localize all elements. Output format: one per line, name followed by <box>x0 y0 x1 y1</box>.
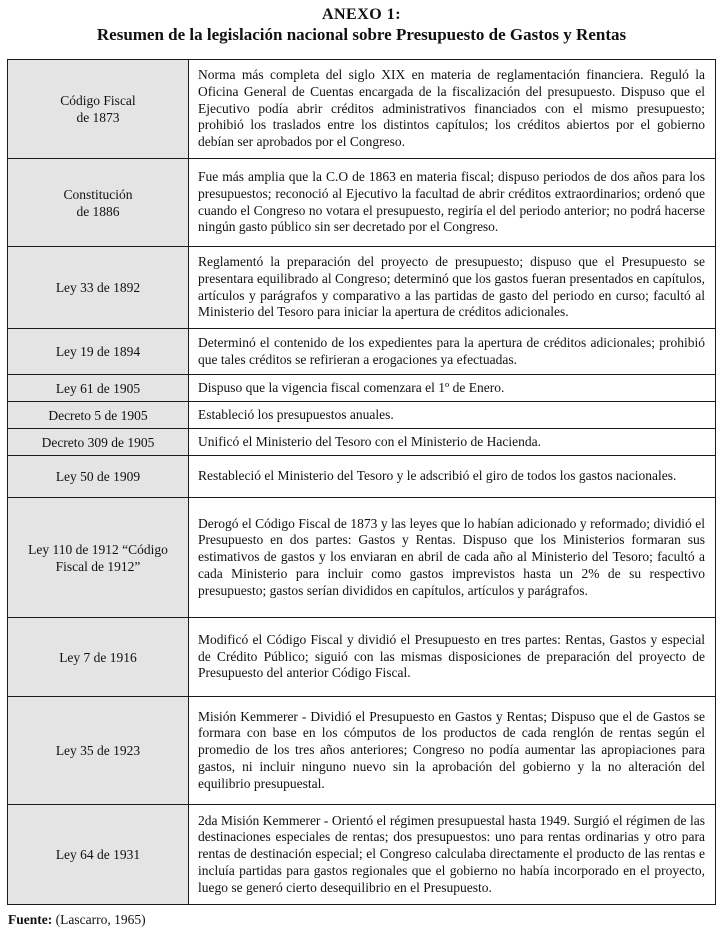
page-title: ANEXO 1: <box>321 6 402 23</box>
law-name-line: Ley 7 de 1916 <box>59 649 137 665</box>
law-name-line: Decreto 5 de 1905 <box>48 407 148 423</box>
source-label: Fuente: <box>8 912 53 927</box>
law-name-line: Código Fiscal <box>60 93 136 108</box>
source-value: (Lascarro, 1965) <box>55 912 146 927</box>
law-name-cell <box>8 402 189 429</box>
law-name-line: Ley 33 de 1892 <box>55 280 141 295</box>
law-description-cell: Norma más completa del siglo XIX en materia de reglamentación financiera. Reguló la Oficina General de Cuentas encargada de la fiscalización del presupuesto. Dispuso que el Ejecutivo podía abrir créditos administrativos financiados con el mismo presupuesto; prohibió los traslados entre los distintos capítulos; los créditos abiertos por el gobierno debían ser aprobados por el Congreso. <box>189 60 716 159</box>
law-name-cell <box>8 60 189 159</box>
law-name-line: Ley 61 de 1905 <box>55 380 141 396</box>
law-description-cell: 2da Misión Kemmerer - Orientó el régimen presupuestal hasta 1949. Surgió el régimen de las destinaciones especiales de rentas; dos presupuestos: uno para rentas ordinarias y otro para rentas de destinación especial; el Congreso calculaba directamente el producto de las rentas e incluía partidas para gastos regionales que el gobierno no había incorporado en el proyecto, luego se generó cierto desequilibrio en el Presupuesto. <box>189 805 716 905</box>
legislation-table-body <box>8 60 716 905</box>
law-description-cell: Restableció el Ministerio del Tesoro y le adscribió el giro de todos los gastos nacionales. <box>189 456 716 498</box>
law-name-line: Ley 110 de 1912 “Código <box>28 541 168 557</box>
law-name-line: Fiscal de 1912” <box>55 558 141 574</box>
law-description-cell: Misión Kemmerer - Dividió el Presupuesto en Gastos y Rentas; Dispuso que el de Gastos se formara con base en los cómputos de los productos de cada renglón de rentas según el promedio de los tres años anteriores; Congreso no podía aumentar las apropiaciones para gastos, ni incluir ninguno nuevo sin la aprobación del gobierno y la no alteración del equilibrio presupuestal. <box>189 697 716 805</box>
law-description-cell: Reglamentó la preparación del proyecto de presupuesto; dispuso que el Presupuesto se presentara equilibrado al Congreso; determinó que los gastos fueran presentados en capítulos, artículos y parágrafos y comparativo a las partidas de gasto del periodo en curso; facultó al Ministerio del Tesoro para iniciar la apertura de créditos adicionales. <box>189 247 716 329</box>
law-name-line: Ley 35 de 1923 <box>55 743 141 758</box>
page-subtitle: Resumen de la legislación nacional sobre Presupuesto de Gastos y Rentas <box>96 25 627 44</box>
law-name-cell <box>8 159 189 247</box>
law-description-cell: Fue más amplia que la C.O de 1863 en materia fiscal; dispuso periodos de dos años para los presupuestos; reconoció al Ejecutivo la facultad de abrir créditos extraordinarios; ordenó que cuando el Congreso no votara el presupuesto, regiría el del periodo anterior; no podrá hacerse ningún gasto público sin ser decretado por el Congreso. <box>189 159 716 247</box>
legislation-table <box>7 59 716 905</box>
table-row <box>8 456 716 498</box>
table-row <box>8 402 716 429</box>
law-description-cell: Derogó el Código Fiscal de 1873 y las leyes que lo habían adicionado y reformado; dividió el Presupuesto en dos partes: Gastos y Rentas. Dispuso que los Ministerios formaran sus estimativos de gastos y los enviaran en abril de cada año al Ministerio del Tesoro; facultó a cada Ministerio para incluir como gastos imprevistos hasta un 2% de su respectivo presupuesto; gastos serían divididos en capítulos, artículos y parágrafos. <box>189 498 716 618</box>
law-name-cell <box>8 618 189 697</box>
law-name-cell <box>8 375 189 402</box>
table-row <box>8 329 716 375</box>
table-row <box>8 697 716 805</box>
law-name-cell <box>8 456 189 498</box>
law-name-line: Ley 19 de 1894 <box>55 344 141 359</box>
law-name-cell <box>8 805 189 905</box>
law-name-line: Ley 64 de 1931 <box>55 847 141 862</box>
law-name-cell <box>8 247 189 329</box>
table-row <box>8 429 716 456</box>
law-name-line: de 1873 <box>76 110 120 125</box>
table-row <box>8 247 716 329</box>
law-name-cell <box>8 498 189 618</box>
law-description-cell: Estableció los presupuestos anuales. <box>189 402 716 429</box>
law-description-cell: Dispuso que la vigencia fiscal comenzara el 1º de Enero. <box>189 375 716 402</box>
law-name-line: Decreto 309 de 1905 <box>41 434 155 450</box>
table-row <box>8 805 716 905</box>
law-description-cell: Determinó el contenido de los expedientes para la apertura de créditos adicionales; prohibió que tales créditos se refirieran a erogaciones ya efectuadas. <box>189 329 716 375</box>
source-note <box>8 912 716 928</box>
law-name-cell <box>8 329 189 375</box>
table-row <box>8 375 716 402</box>
law-name-line: Ley 50 de 1909 <box>55 469 141 484</box>
table-row <box>8 60 716 159</box>
title-block <box>7 6 716 45</box>
law-name-line: de 1886 <box>76 203 120 219</box>
law-description-cell: Unificó el Ministerio del Tesoro con el Ministerio de Hacienda. <box>189 429 716 456</box>
table-row <box>8 159 716 247</box>
law-description-cell: Modificó el Código Fiscal y dividió el Presupuesto en tres partes: Rentas, Gastos y especial de Crédito Público; siguió con las mismas disposiciones de preparación del proyecto de Presupuesto del anterior Código Fiscal. <box>189 618 716 697</box>
law-name-cell <box>8 697 189 805</box>
table-row <box>8 618 716 697</box>
law-name-line: Constitución <box>63 186 133 202</box>
table-row <box>8 498 716 618</box>
law-name-cell <box>8 429 189 456</box>
